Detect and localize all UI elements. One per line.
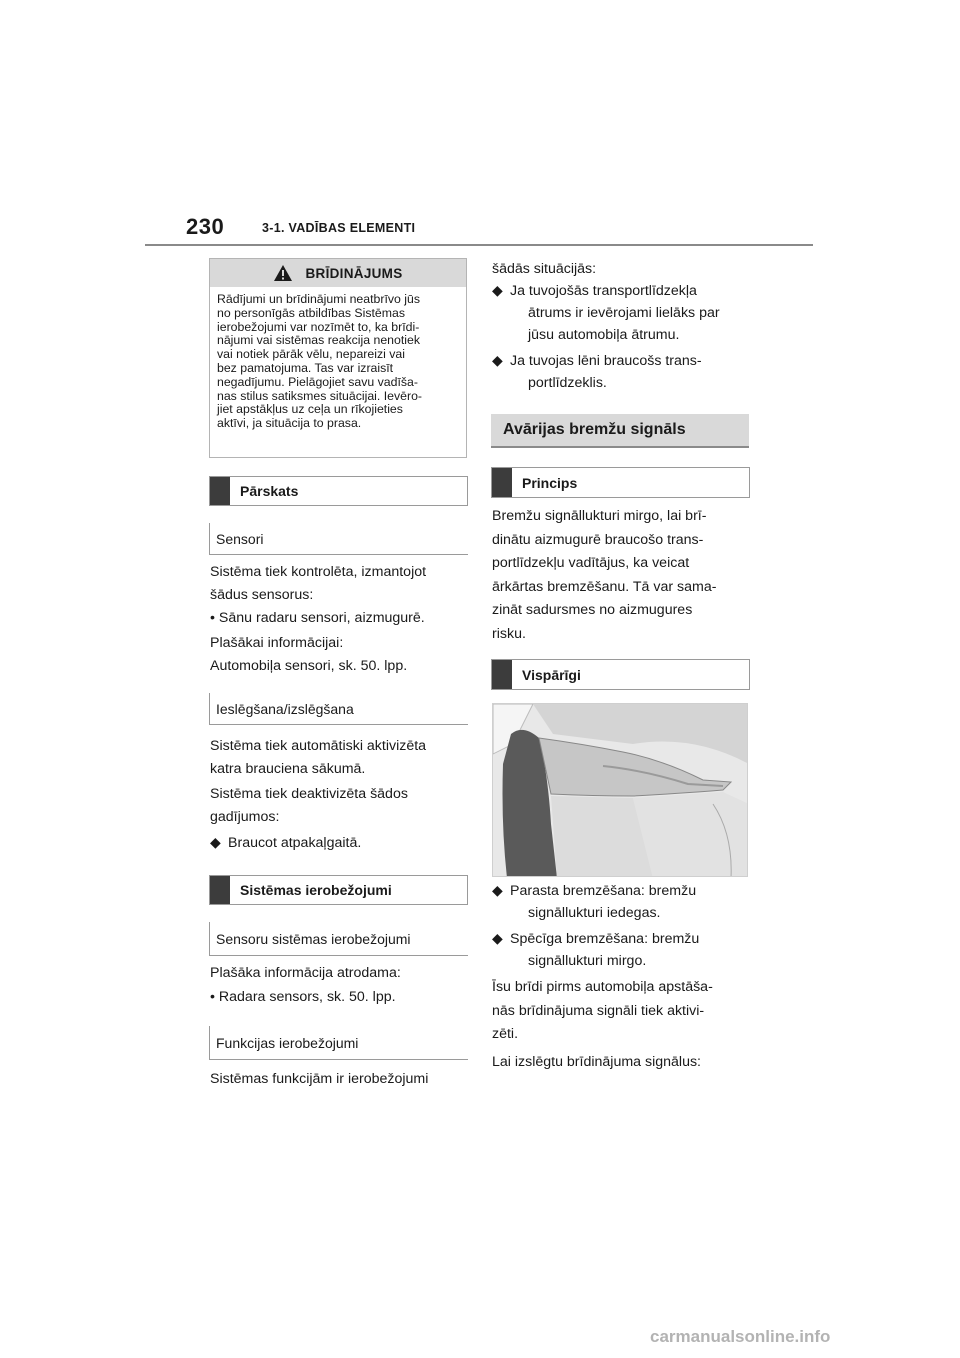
heading-bar [210,477,230,505]
subhead-on-off: Ieslēgšana/izslēgšana [209,693,468,725]
diamond-bullet-icon: ◆ [492,353,503,369]
cross-reference: Automobiļa sensori, sk. 50. lpp. [210,658,408,674]
paragraph: gadījumos: [210,809,280,825]
list-item: • Sānu radaru sensori, aizmugurē. [210,610,425,626]
warning-line: ierobežojumi var nozīmēt to, ka brīdi- [217,319,420,334]
warning-box [209,258,467,458]
diamond-bullet-icon: ◆ [492,283,503,299]
paragraph-line: dinātu aizmugurē braucošo trans- [492,531,704,548]
heading-bar [492,468,512,497]
warning-title: BRĪDINĀJUMS [305,265,403,281]
tail-light-drawing [493,704,748,877]
paragraph-line: Lai izslēgtu brīdinājuma signālus: [492,1053,701,1070]
list-item-text: ātrums ir ievērojami lielāks par [528,305,720,321]
paragraph: Sistēma tiek kontrolēta, izmantojot [210,564,427,580]
subhead-function-limits: Funkcijas ierobežojumi [209,1026,468,1060]
heading-bar [492,660,512,689]
tail-text [492,976,713,1074]
warning-line: no personīgās atbildības Sistēmas [217,305,405,320]
principle-text [492,505,716,646]
warning-header [210,259,466,287]
list-item [210,832,361,854]
heading-principle [491,467,750,498]
heading-bar [210,876,230,904]
list-item-text: Ja tuvojošās transportlīdzekļa [510,283,697,299]
paragraph-line: Īsu brīdi pirms automobiļa apstāša- [492,979,713,995]
page-number: 230 [186,214,225,239]
paragraph-line: nās brīdinājuma signāli tiek aktivi- [492,1002,705,1019]
tail-light-illustration [492,703,748,877]
heading-limits [209,875,468,905]
list-item [492,350,770,394]
heading-emergency-brake: Avārijas bremžu signāls [491,414,749,448]
paragraph: Sistēma tiek deaktivizēta šādos [210,786,408,802]
list-item [492,880,770,924]
diamond-bullet-icon: ◆ [492,883,503,899]
list-item-text: portlīdzeklis. [528,375,607,391]
paragraph-line: portlīdzekļu vadītājus, ka veicat [492,555,690,571]
warning-triangle-icon [273,264,293,282]
list-item [492,928,770,972]
list-item-text: Parasta bremzēšana: bremžu [510,883,697,899]
paragraph-line: Bremžu signāllukturi mirgo, lai brī- [492,508,707,524]
watermark: carmanualsonline.info [650,1327,831,1346]
paragraph-line: zēti. [492,1026,519,1042]
warning-line: aktīvi, ja situācija to prasa. [217,416,362,431]
paragraph: šādās situācijās: [492,261,597,277]
paragraph-line: zināt sadursmes no aizmugures [492,602,693,618]
list-item-text: Spēcīga bremzēšana: bremžu [510,931,700,947]
warning-text [210,287,466,431]
paragraph: šādus sensorus: [210,587,314,603]
heading-label: Pārskats [240,483,299,499]
warning-line: vai notiek pārāk vēlu, nepareizi vai [217,347,405,362]
subhead-sensor-limits: Sensoru sistēmas ierobežojumi [209,922,468,956]
heading-overview [209,476,468,506]
list-item-text: Ja tuvojas lēni braucošs trans- [510,353,702,369]
warning-line: Rādījumi un brīdinājumi neatbrīvo jūs [217,292,421,306]
warning-line: nājumi vai sistēmas reakcija nenotiek [217,333,420,348]
warning-line: bez pamatojuma. Tas var izraisīt [217,360,394,375]
list-item-text: Braucot atpakaļgaitā. [228,835,362,851]
warning-line: jiet apstākļus uz ceļa un rīkojieties [217,402,403,417]
paragraph: Sistēmas funkcijām ir ierobežojumi [210,1071,429,1087]
warning-line: nas stilus satiksmes situācijai. Ievēro- [217,388,423,403]
list-item-text: jūsu automobiļa ātrumu. [528,327,680,343]
diamond-bullet-icon: ◆ [492,931,503,947]
paragraph-line: risku. [492,625,526,642]
paragraph: Plašāka informācija atrodama: [210,965,401,981]
paragraph-line: ārkārtas bremzēšanu. Tā var sama- [492,578,717,595]
list-item-text: signāllukturi mirgo. [528,953,647,969]
header-divider [145,244,813,246]
heading-label: Princips [522,474,578,491]
subhead-sensors: Sensori [209,523,468,555]
warning-line: negadījumu. Pielāgojiet savu vadīša- [217,374,418,389]
heading-label: Vispārīgi [522,666,581,683]
section-title: 3-1. VADĪBAS ELEMENTI [262,221,416,235]
heading-label: Sistēmas ierobežojumi [240,882,392,898]
paragraph: katra brauciena sākumā. [210,761,366,777]
paragraph: Plašākai informācijai: [210,635,344,651]
list-item: • Radara sensors, sk. 50. lpp. [210,989,396,1005]
diamond-bullet-icon: ◆ [210,835,221,851]
list-item [492,280,770,346]
heading-general [491,659,750,690]
paragraph: Sistēma tiek automātiski aktivizēta [210,738,427,754]
list-item-text: signāllukturi iedegas. [528,905,661,921]
